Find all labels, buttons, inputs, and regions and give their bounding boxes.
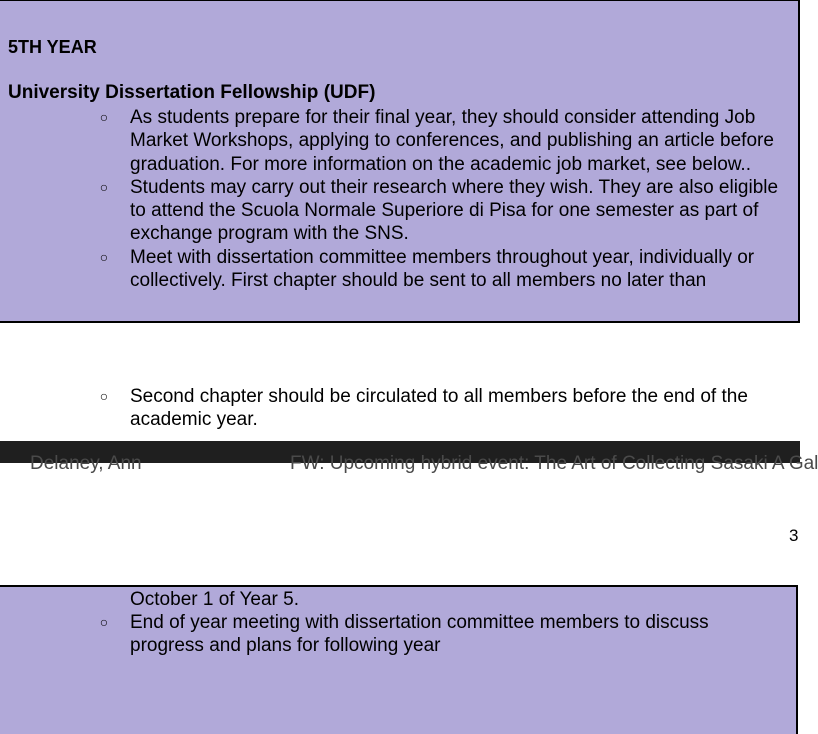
bottom-bullet-list bbox=[0, 611, 780, 658]
bullet-circle-icon: ○ bbox=[99, 248, 109, 265]
bullet-circle-icon: ○ bbox=[99, 388, 109, 404]
list-item-text: As students prepare for their final year, they should consider attending Job Market Workshops, applying to conferences, and publishing an article before graduation. For more information on the academic job market, see below.. bbox=[130, 107, 774, 175]
bullet-circle-icon: ○ bbox=[99, 614, 109, 630]
year-heading: 5TH YEAR bbox=[8, 37, 97, 57]
page-number: 3 bbox=[789, 526, 799, 545]
list-item-text: Second chapter should be circulated to all members before the end of the academic year. bbox=[130, 386, 748, 431]
continuation-text: October 1 of Year 5. bbox=[130, 589, 300, 610]
list-item bbox=[0, 611, 780, 658]
email-notification-banner[interactable] bbox=[0, 441, 818, 474]
list-item bbox=[0, 246, 780, 293]
list-item-text: End of year meeting with dissertation committee members to discuss progress and plans for following year bbox=[130, 612, 709, 657]
middle-bullet-list bbox=[0, 385, 780, 432]
top-bullet-list bbox=[0, 106, 780, 292]
list-item-text: Students may carry out their research where they wish. They are also eligible to attend the Scuola Normale Superiore di Pisa for one semester as part of exchange program with the SNS. bbox=[130, 176, 779, 245]
bullet-circle-icon: ○ bbox=[99, 178, 109, 195]
email-subject: FW: Upcoming hybrid event: The Art of Collecting Sasaki A Gal bbox=[290, 453, 818, 474]
list-item bbox=[0, 176, 780, 246]
continued-section-box bbox=[0, 585, 798, 734]
list-item bbox=[0, 106, 780, 176]
bullet-circle-icon: ○ bbox=[99, 109, 109, 125]
list-item-text: Meet with dissertation committee members throughout year, individually or collectively. First chapter should be sent to all members no later than bbox=[130, 246, 755, 292]
email-sender: Delaney, Ann bbox=[30, 453, 142, 474]
fellowship-heading: University Dissertation Fellowship (UDF) bbox=[8, 82, 376, 103]
year-section-box bbox=[0, 0, 800, 323]
list-item bbox=[0, 385, 780, 432]
